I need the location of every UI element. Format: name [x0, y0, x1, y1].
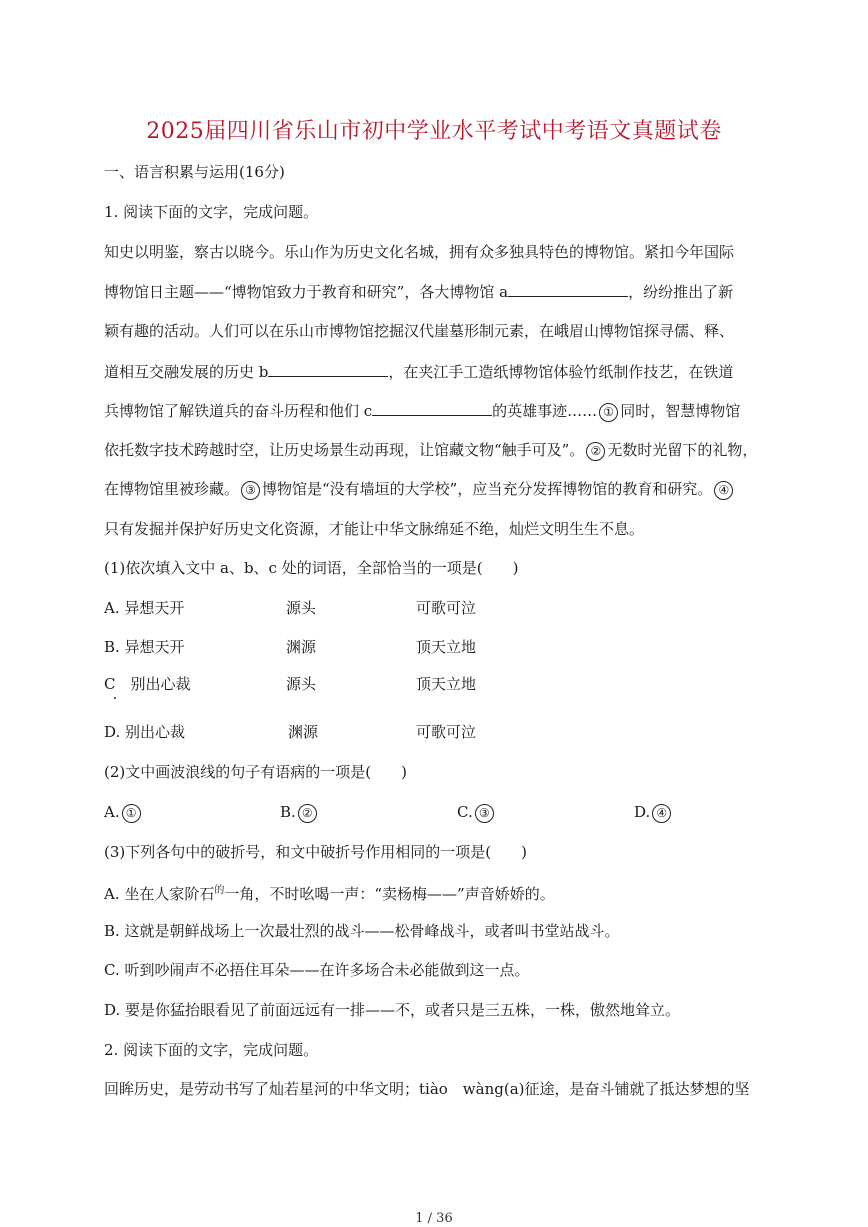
option-b-word-b: 渊源 [286, 638, 317, 656]
stray-dot [114, 697, 116, 699]
passage-line-8: 只有发掘并保护好历史文化资源，才能让中华文脉绵延不绝，灿烂文明生生不息。 [104, 520, 645, 538]
option-label: B. [280, 803, 296, 821]
passage-text: 依托数字技术跨越时空，让历史场景生动再现，让馆藏文物“触手可及”。 [104, 441, 585, 459]
option-a-word-a[interactable]: A. 异想天开 [104, 599, 185, 617]
superscript-note: 的 [214, 885, 225, 896]
option-label: A. [104, 803, 120, 821]
passage-text: 道相互交融发展的历史 b [104, 363, 269, 381]
passage-text: 的英雄事迹…… [492, 402, 598, 420]
passage-line-4 [104, 361, 733, 382]
sub-question-1: (1)依次填入文中 a、b、c 处的词语，全部恰当的一项是( ) [104, 559, 519, 577]
option-marker: ④ [652, 804, 671, 823]
option-c-word-b: 源头 [286, 675, 317, 693]
passage-text: 兵博物馆了解铁道兵的奋斗历程和他们 c [104, 402, 373, 420]
option-b-word-c: 顶天立地 [416, 638, 477, 656]
passage-text: 博物馆是“没有墙垣的大学校”，应当充分发挥博物馆的教育和研究。 [262, 480, 713, 498]
option-b-word-a[interactable]: B. 异想天开 [104, 638, 185, 656]
option-label: C. [457, 803, 473, 821]
question-2-passage-line-1: 回眸历史，是劳动书写了灿若星河的中华文明；tiào wàng(a)征途，是奋斗铺就了抵达梦想的坚 [104, 1080, 750, 1098]
option-c-word-a[interactable]: C 别出心裁 [104, 675, 191, 693]
option-2-b[interactable] [280, 802, 319, 823]
page-number: 1 / 36 [415, 1211, 453, 1226]
passage-text: 博物馆日主题——“博物馆致力于教育和研究”，各大博物馆 a [104, 283, 509, 301]
option-3-c[interactable]: C. 听到吵闹声不必捂住耳朵——在许多场合未必能做到这一点。 [104, 961, 530, 979]
passage-line-2 [104, 281, 733, 302]
fill-blank-c [372, 400, 492, 416]
passage-line-3: 颖有趣的活动。人们可以在乐山市博物馆挖掘汉代崖墓形制元素，在峨眉山博物馆探寻儒、释、 [104, 322, 735, 340]
sentence-marker-1: ① [599, 403, 618, 422]
option-marker: ③ [475, 804, 494, 823]
sub-question-2: (2)文中画波浪线的句子有语病的一项是( ) [104, 763, 407, 781]
passage-text: 同时，智慧博物馆 [620, 402, 741, 420]
fill-blank-a [508, 281, 628, 297]
option-c-word-c: 顶天立地 [416, 675, 477, 693]
sentence-marker-4: ④ [714, 481, 733, 500]
question-2-heading: 2. 阅读下面的文字，完成问题。 [104, 1041, 319, 1059]
option-text: 一角，不时吆喝一声：“卖杨梅——”声音娇娇的。 [224, 885, 555, 903]
passage-text: 无数时光留下的礼物， [607, 441, 758, 459]
passage-text: 在博物馆里被珍藏。 [104, 480, 240, 498]
passage-line-7 [104, 479, 735, 500]
sub-question-3: (3)下列各句中的破折号，和文中破折号作用相同的一项是( ) [104, 843, 527, 861]
passage-line-1: 知史以明鉴，察古以晓今。乐山作为历史文化名城，拥有众多独具特色的博物馆。紧扣今年国际 [104, 243, 735, 261]
option-d-word-a[interactable]: D. 别出心裁 [104, 723, 186, 741]
option-marker: ② [298, 804, 317, 823]
option-a-word-b: 源头 [286, 599, 317, 617]
section-heading: 一、语言积累与运用(16分) [104, 163, 285, 181]
option-a-word-c: 可歌可泣 [416, 599, 477, 617]
question-1-heading: 1. 阅读下面的文字，完成问题。 [104, 203, 319, 221]
option-2-d[interactable] [634, 802, 673, 823]
option-d-word-b: 渊源 [288, 723, 319, 741]
option-2-c[interactable] [457, 802, 496, 823]
sentence-marker-3: ③ [241, 481, 260, 500]
option-3-d[interactable]: D. 要是你猛抬眼看见了前面远远有一排——不，或者只是三五株，一株，傲然地耸立。 [104, 1001, 681, 1019]
option-text: A. 坐在人家阶石 [104, 885, 215, 903]
option-label: D. [634, 803, 651, 821]
passage-line-5 [104, 400, 740, 422]
option-d-word-c: 可歌可泣 [416, 723, 477, 741]
passage-text: ，纷纷推出了新 [628, 283, 734, 301]
passage-text: ，在夹江手工造纸博物馆体验竹纸制作技艺，在铁道 [388, 363, 734, 381]
option-2-a[interactable] [104, 802, 143, 823]
option-marker: ① [122, 804, 141, 823]
option-3-a[interactable] [104, 881, 555, 904]
fill-blank-b [268, 361, 388, 377]
option-3-b[interactable]: B. 这就是朝鲜战场上一次最壮烈的战斗——松骨峰战斗，或者叫书堂站战斗。 [104, 922, 620, 940]
sentence-marker-2: ② [586, 442, 605, 461]
document-title: 2025届四川省乐山市初中学业水平考试中考语文真题试卷 [146, 119, 722, 144]
passage-line-6 [104, 440, 757, 461]
